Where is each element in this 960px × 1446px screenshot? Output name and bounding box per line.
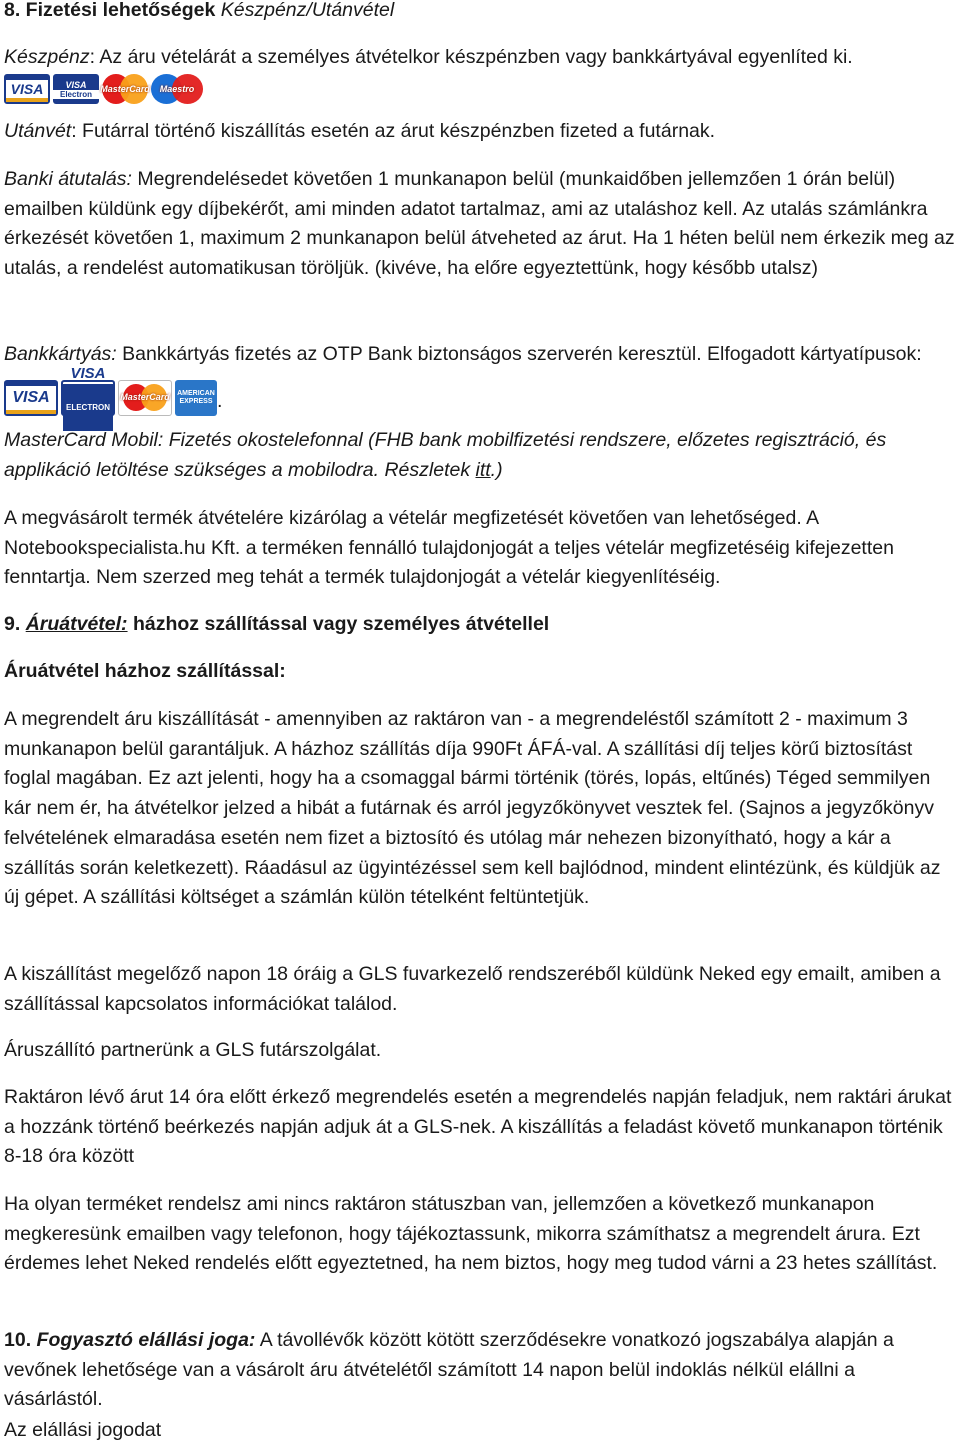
bankcard-label: Bankkártyás: (4, 343, 117, 365)
mobile-end: .) (490, 458, 503, 481)
delivery-subheading: Áruátvétel házhoz szállítással: (4, 660, 286, 682)
heading-number: 10. (4, 1329, 37, 1351)
cash-paragraph (4, 43, 956, 73)
cod-text: : Futárral történő kiszállítás esetén az árut készpénzben fizeted a futárnak. (71, 120, 716, 142)
transfer-text: Megrendelésedet követően 1 munkanapon belül (munkaidőben jellemzően 1 órán belül) emailben küldünk egy díjbekérőt, ami minden adatot tartalmaz, ami az utaláshoz kell. Az utalás számlánkra érkezését követően 1, maximum 2 munkanapon belül átveheted az árut. Ha 1 héten belül nem érkezik meg az utalás, a rendelést automatikusan töröljük. (kivéve, ha előre egyeztettünk, hogy később utalsz) (4, 168, 955, 280)
american-express-logo-icon: AMERICAN EXPRESS (175, 380, 217, 416)
section-10-paragraph (4, 1326, 956, 1415)
cash-card-logos (4, 74, 203, 104)
transfer-label: Banki átutalás: (4, 168, 132, 190)
heading-rest: házhoz szállítással vagy személyes átvétellel (127, 613, 550, 635)
visa-logo-icon: VISA (4, 74, 50, 104)
delivery-paragraph-2: A kiszállítást megelőző napon 18 óráig a GLS fuvarkezelő rendszeréből küldünk Neked egy emailt, amiben a szállítással kapcsolatos információkat találod. (4, 963, 941, 1015)
mastercard-logo-icon: MasterCard (118, 380, 172, 416)
cod-label: Utánvét (4, 120, 72, 142)
delivery-paragraph-1: A megrendelt áru kiszállítását - amennyiben az raktáron van - a megrendeléstől számított 2 - maximum 3 munkanapon belül garantáljuk. A házhoz szállítás díja 990Ft ÁFÁ-val. A szállítási díj teljes körű biztosítást foglal magában. Ez azt jelenti, hogy ha a csomaggal bármi történik (törés, lopás, eltűnés) Téged semmilyen kár nem ér, ha átvételkor jelzed a hibát a futárnak és arról jegyzőkönyvet vesztek fel. (Sajnos a jegyzőkönyv felvételének elmaradása esetén nem fizet a biztosító és utólag már nehezen bizonyítható, hogy a kár a szállítás során keletkezett). Ráadásul az ügyintézéssel sem kell bajlódnod, mindent elintézünk, és küldjük az új gépet. A szállítási költséget a számlán külön tételként feltüntetjük. (4, 708, 941, 909)
withdrawal-text: A távollévők között kötött szerződésekre vonatkozó jogszabálya alapján a vevőnek lehetősége van a vásárolt áru átvételétől számított 14 napon belül indoklás nélkül elállni a vásárlástól. (4, 1329, 894, 1411)
heading-number: 8. Fizetési lehetőségek (4, 0, 221, 21)
bankcard-end: . (217, 390, 223, 412)
bankcard-logos (4, 365, 217, 416)
maestro-logo-icon: Maestro (151, 74, 203, 104)
heading-number: 9. (4, 613, 26, 635)
details-link[interactable]: itt (475, 458, 491, 481)
withdrawal-last-line: Az elállási jogodat (4, 1419, 162, 1441)
bankcard-text: Bankkártyás fizetés az OTP Bank biztonságos szerverén keresztül. Elfogadott kártyatípusok: (116, 343, 922, 365)
mastercard-mobile-paragraph (4, 426, 956, 485)
ownership-paragraph: A megvásárolt termék átvételére kizárólag a vételár megfizetését követően van lehetőséged. A Notebookspecialista.hu Kft. a terméken fennálló tulajdonjogát a teljes vételár megfizetéséig kifejezetten fenntartja. Nem szerzed meg tehát a termék tulajdonjogát a vételár kiegyenlítéséig. (4, 507, 894, 589)
heading-italic: Fogyasztó elállási joga: (36, 1329, 256, 1351)
cod-paragraph (4, 117, 956, 147)
visa-electron-logo-icon: VISA Electron (53, 74, 99, 104)
cash-label: Készpénz (4, 46, 90, 68)
visa-electron-logo-icon: VISA ELECTRON (61, 380, 115, 416)
section-8-heading (4, 0, 956, 26)
heading-italic: Áruátvétel: (25, 613, 128, 635)
heading-italic: Készpénz/Utánvétel (220, 0, 395, 21)
mastercard-logo-icon: MasterCard (102, 74, 148, 104)
delivery-paragraph-5: Ha olyan terméket rendelsz ami nincs raktáron státuszban van, jellemzően a következő munkanapon megkeresünk emailben vagy telefonon, hogy tájékoztassunk, mikorra számíthatsz a megrendelt árura. Ezt érdemes lehet Neked rendelés előtt egyeztetned, ha nem biztos, hogy meg tudod várni a 23 hetes szállítást. (4, 1193, 938, 1275)
mobile-text: MasterCard Mobil: Fizetés okostelefonnal (FHB bank mobilfizetési rendszere, előzetes regisztráció, és applikáció letöltése szükséges a mobilodra. Részletek (4, 429, 887, 481)
bankcard-paragraph (4, 331, 956, 425)
cash-text: : Az áru vételárát a személyes átvételkor készpénzben vagy bankkártyával egyenlíted ki. (89, 46, 853, 68)
transfer-paragraph (4, 165, 956, 284)
delivery-paragraph-4: Raktáron lévő árut 14 óra előtt érkező megrendelés esetén a megrendelés napján feladjuk, nem raktári árukat a hozzánk történő beérkezés napján adjuk át a GLS-nek. A kiszállítás a feladást követő munkanapon történik 8-18 óra között (4, 1086, 952, 1168)
delivery-paragraph-3: Áruszállító partnerünk a GLS futárszolgálat. (4, 1039, 382, 1061)
visa-logo-icon: VISA (4, 380, 58, 416)
section-9-heading (4, 610, 956, 640)
